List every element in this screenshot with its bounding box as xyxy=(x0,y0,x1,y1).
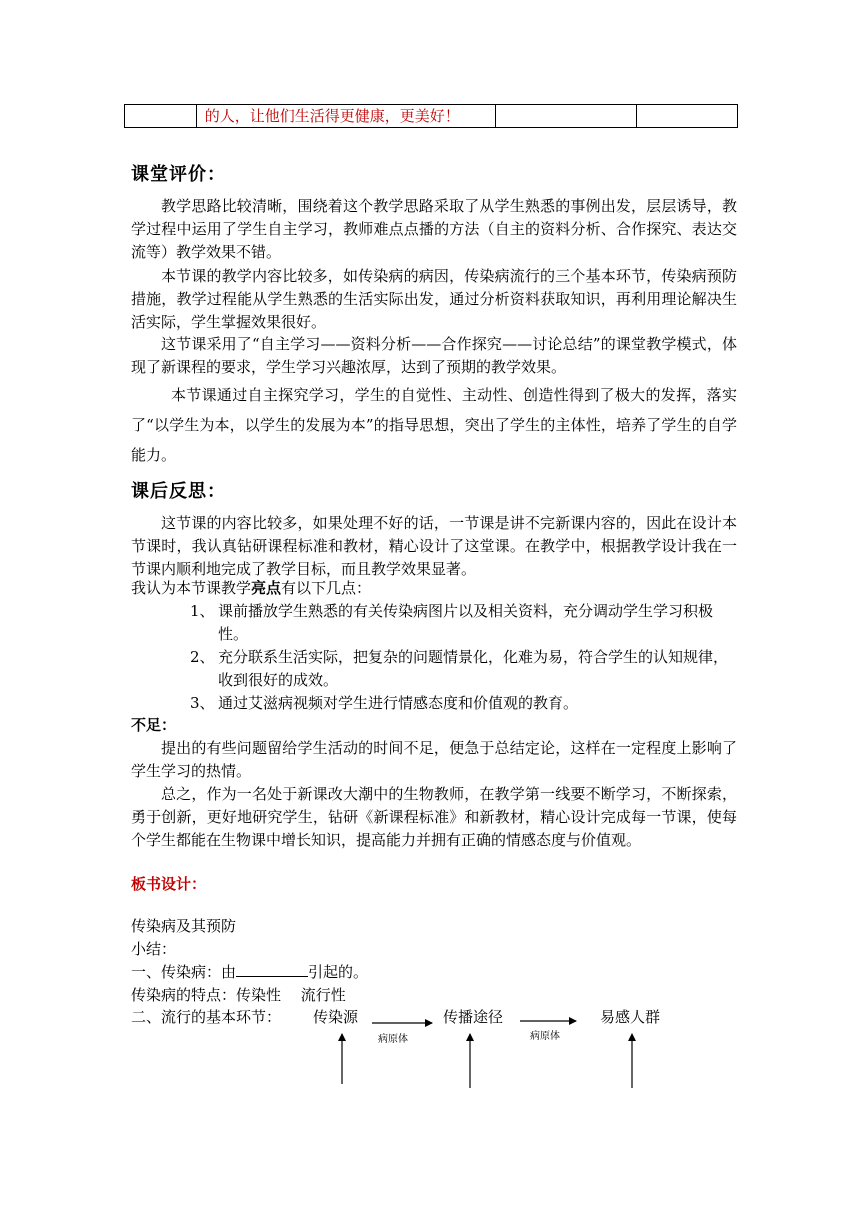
board-summary: 小结： xyxy=(131,940,177,958)
evaluation-heading: 课堂评价： xyxy=(131,164,226,185)
list-item-text: 充分联系生活实际，把复杂的问题情景化，化难为易，符合学生的认知规律，收到很好的成效。 xyxy=(218,648,729,689)
table-cell-closing-text: 的人，让他们生活得更健康，更美好！ xyxy=(197,105,496,127)
shortcoming-heading: 不足： xyxy=(131,716,177,734)
reflection-intro: 这节课的内容比较多，如果处理不好的话，一节课是讲不完新课内容的，因此在设计本节课时，我认真钻研课程标准和教材，精心设计了这堂课。在教学中，根据教学设计我在一节课内顺利地完成了教学目标，而且教学效果显著。 xyxy=(131,514,737,578)
list-item-text: 通过艾滋病视频对学生进行情感态度和价值观的教育。 xyxy=(218,694,579,712)
board-heading: 板书设计： xyxy=(131,875,207,893)
highlights-bold: 亮点 xyxy=(251,579,282,597)
list-item-text: 课前播放学生熟悉的有关传染病图片以及相关资料，充分调动学生学习积极性。 xyxy=(218,602,714,643)
reflection-heading: 课后反思： xyxy=(131,481,226,502)
flow-arrow-label-1: 病原体 xyxy=(378,1034,408,1045)
highlights-suffix: 有以下几点： xyxy=(281,579,372,597)
board-line-1-prefix: 一、传染病：由 xyxy=(131,963,237,981)
board-line-2: 传染病的特点：传染性 流行性 xyxy=(131,986,346,1004)
shortcoming-text: 提出的有些问题留给学生活动的时间不足，便急于总结定论，这样在一定程度上影响了学生学习的热情。 xyxy=(131,739,737,780)
board-line-1-suffix: 引起的。 xyxy=(308,963,369,981)
board-title: 传染病及其预防 xyxy=(131,917,237,935)
list-item-number: 1、 xyxy=(190,602,215,620)
list-item-number: 3、 xyxy=(190,694,215,712)
conclusion-text: 总之，作为一名处于新课改大潮中的生物教师，在教学第一线要不断学习，不断探索，勇于创新，更好地研究学生，钻研《新课程标准》和新教材，精心设计完成每一节课，使每个学生都能在生物课中增长知识，提高能力并拥有正确的情感态度与价值观。 xyxy=(131,785,737,849)
flow-node-route: 传播途径 xyxy=(443,1008,504,1026)
evaluation-paragraph-2: 本节课的教学内容比较多，如传染病的病因，传染病流行的三个基本环节，传染病预防措施，教学过程能从学生熟悉的生活实际出发，通过分析资料获取知识，再利用理论解决生活实际，学生掌握效果很好。 xyxy=(131,267,737,331)
list-item-number: 2、 xyxy=(190,648,215,666)
evaluation-paragraph-1: 教学思路比较清晰，围绕着这个教学思路采取了从学生熟悉的事例出发，层层诱导，教学过程中运用了学生自主学习，教师难点点播的方法（自主的资料分析、合作探究、表达交流等）教学效果不错。 xyxy=(131,197,737,261)
board-line-3-prefix: 二、流行的基本环节： xyxy=(131,1008,282,1026)
flow-arrow-label-2: 病原体 xyxy=(530,1031,560,1042)
flow-node-source: 传染源 xyxy=(313,1008,359,1026)
highlights-prefix: 我认为本节课教学 xyxy=(131,579,252,597)
flow-node-susceptible: 易感人群 xyxy=(600,1008,661,1026)
evaluation-paragraph-4: 本节课通过自主探究学习，学生的自觉性、主动性、创造性得到了极大的发挥，落实了“以学生为本，以学生的发展为本”的指导思想，突出了学生的主体性，培养了学生的自学能力。 xyxy=(131,386,737,464)
evaluation-paragraph-3: 这节课采用了“自主学习——资料分析——合作探究——讨论总结”的课堂教学模式，体现了新课程的要求，学生学习兴趣浓厚，达到了预期的教学效果。 xyxy=(131,335,737,376)
